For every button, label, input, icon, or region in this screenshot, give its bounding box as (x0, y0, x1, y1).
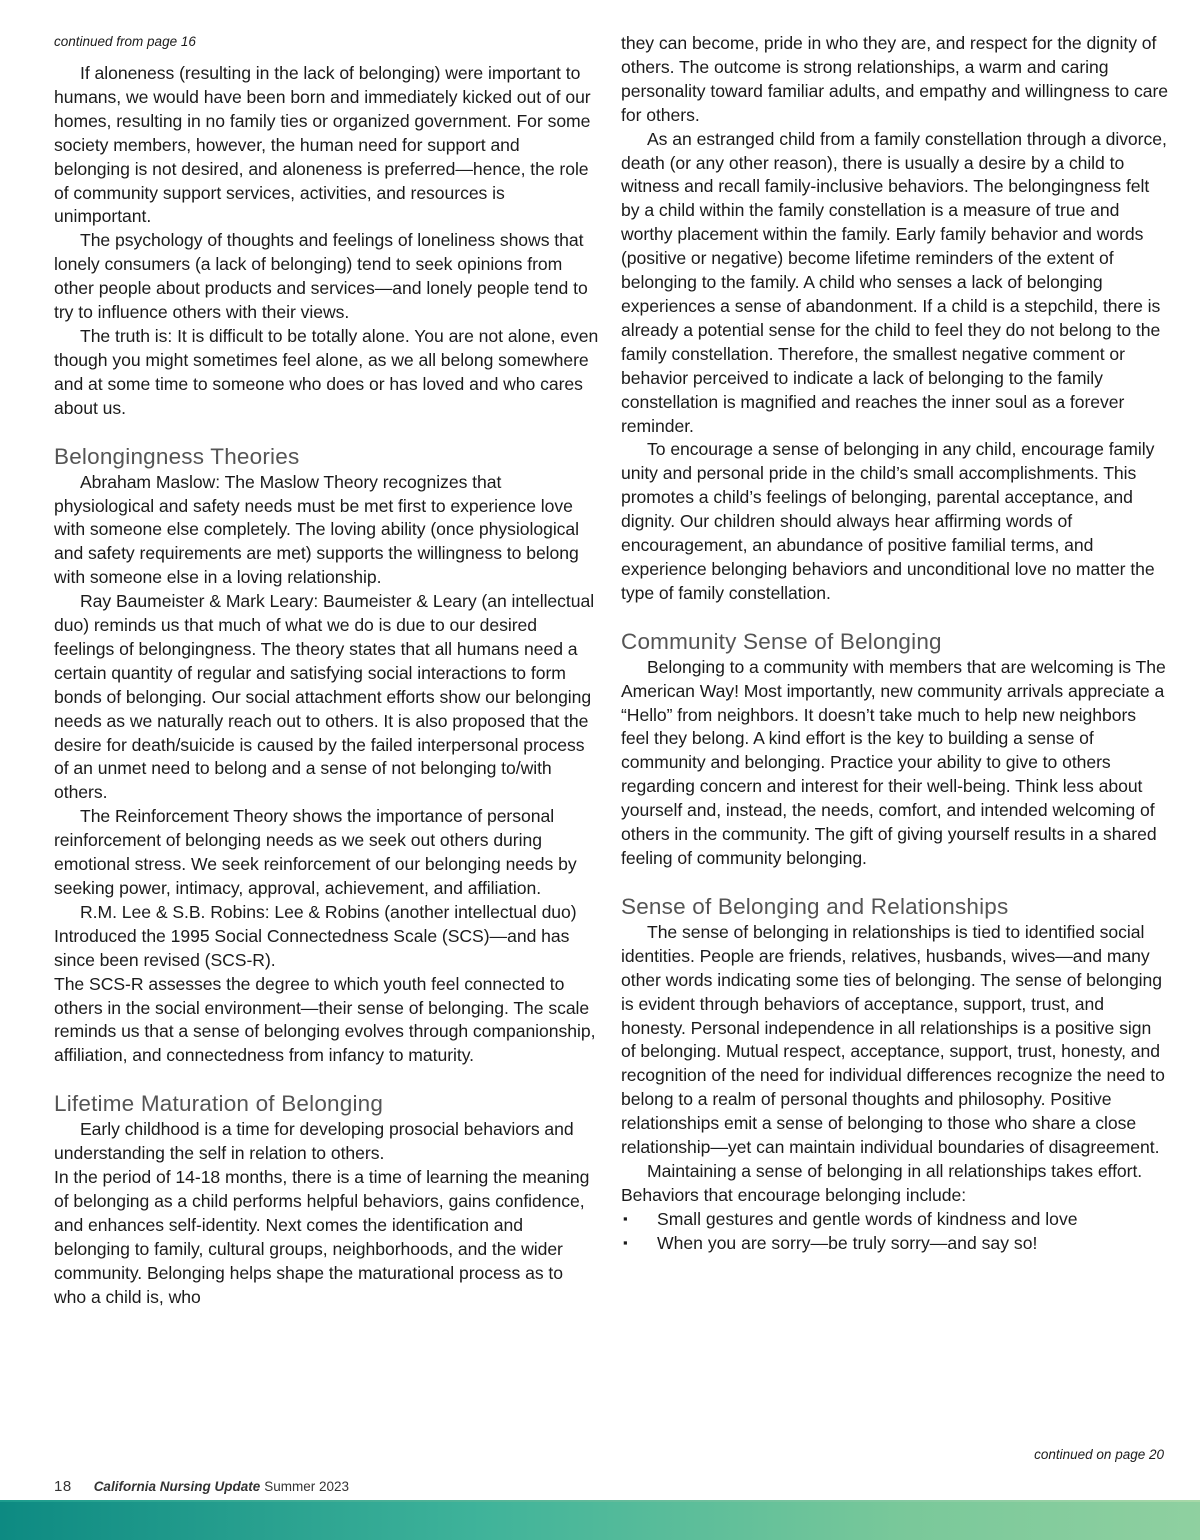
continued-on-note: continued on page 20 (1034, 1447, 1164, 1462)
footer-color-band (0, 1502, 1200, 1540)
relationships-paragraph: The sense of belonging in relationships is tied to identified social identities. People are friends, relatives, husbands, wives—and many other words indicating some ties of belonging. The sense of belonging is evident through behaviors of acceptance, support, trust, and honesty. Personal independence in all relationships is a positive sign of belonging. Mutual respect, acceptance, support, trust, honesty, and recognition of the need for individual differences recognize the need to belong to a realm of personal thoughts and philosophy. Positive relationships emit a sense of belonging to those who share a close relationship—yet can maintain individual boundaries of disagreement. (621, 921, 1165, 1158)
family-paragraph: To encourage a sense of belonging in any child, encourage family unity and personal pride in the child’s small accomplishments. This promotes a child’s feelings of belonging, parental acceptance, and dignity. Our children should always hear affirming words of encouragement, an abundance of positive familial terms, and experience belonging behaviors and unconditional love no matter the type of family constellation. (621, 439, 1155, 603)
theory-paragraph-lee-robins: R.M. Lee & S.B. Robins: Lee & Robins (another intellectual duo) Introduced the 1995 Social Connectedness Scale (SCS)—and has since been revised (SCS-R). (54, 901, 577, 970)
carryover-paragraph: they can become, pride in who they are, and respect for the dignity of others. The outcome is strong relationships, a warm and caring personality toward familiar adults, and empathy and willingness to care for others. (621, 33, 1169, 125)
continued-from-note: continued from page 16 (54, 34, 196, 49)
theory-paragraph: Abraham Maslow: The Maslow Theory recognizes that physiological and safety needs must be met first to experience love with someone else completely. The loving ability (once physiological and safety requirements are met) supports the willingness to belong with someone else in a loving relationship. (54, 471, 580, 588)
square-bullet-icon: ▪ (623, 1210, 628, 1226)
list-item (621, 1232, 1169, 1256)
page-number: 18 (54, 1478, 72, 1495)
intro-paragraph: The psychology of thoughts and feelings of loneliness shows that lonely consumers (a lack of belonging) tend to seek opinions from other people about products and services—and lonely people tend to try to influence others with their views. (54, 230, 588, 323)
list-item-text: Small gestures and gentle words of kindness and love (657, 1208, 1078, 1229)
right-column (621, 32, 1169, 1256)
section-heading-belongingness-theories: Belongingness Theories (54, 443, 300, 469)
section-heading-relationships: Sense of Belonging and Relationships (621, 893, 1009, 919)
list-item-text: When you are sorry—be truly sorry—and say so! (657, 1232, 1038, 1253)
maturation-paragraph-continued: In the period of 14-18 months, there is a time of learning the meaning of belonging as a child performs helpful behaviors, gains confidence, and enhances self-identity. Next comes the identification and belonging to family, cultural groups, neighborhoods, and the wider community. Belonging helps shape the maturational process as to who a child is, who (54, 1167, 590, 1307)
family-paragraph: As an estranged child from a family constellation through a divorce, death (or any other reason), there is usually a desire by a child to witness and recall family-inclusive behaviors. The belongingness felt by a child within the family constellation is a measure of true and worthy placement within the family. Early family behavior and words (positive or negative) become lifetime reminders of the extent of belonging to the family. A child who senses a lack of belonging experiences a sense of abandonment. If a child is a stepchild, there is already a potential sense for the child to feel they do not belong to the family constellation. Therefore, the smallest negative comment or behavior perceived to indicate a lack of belonging to the family constellation is magnified and reaches the inner soul as a forever reminder. (621, 128, 1167, 436)
section-heading-community: Community Sense of Belonging (621, 628, 942, 654)
section-heading-lifetime-maturation: Lifetime Maturation of Belonging (54, 1091, 384, 1117)
maturation-paragraph: Early childhood is a time for developing prosocial behaviors and understanding the self in relation to others. (54, 1119, 574, 1164)
left-column (54, 32, 599, 1310)
publication-name: California Nursing Update (93, 1479, 261, 1494)
list-item (621, 1208, 1169, 1232)
relationships-paragraph: Maintaining a sense of belonging in all relationships takes effort. Behaviors that encourage belonging include: (621, 1160, 1143, 1205)
behaviors-list (621, 1208, 1169, 1256)
theory-paragraph: Ray Baumeister & Mark Leary: Baumeister & Leary (an intellectual duo) reminds us that much of what we do is due to our desired feelings of belongingness. The theory states that all humans need a certain quantity of regular and satisfying social interactions to form bonds of belonging. Our social attachment efforts show our belonging needs as we naturally reach out to others. It is also proposed that the desire for death/suicide is caused by the failed interpersonal process of an unmet need to belong and a sense of not belonging to/with others. (54, 591, 595, 803)
intro-paragraph: The truth is: It is difficult to be totally alone. You are not alone, even though you might sometimes feel alone, as we all belong somewhere and at some time to someone who does or has loved and who cares about us. (54, 325, 599, 418)
intro-paragraph: If aloneness (resulting in the lack of belonging) were important to humans, we would have been born and immediately kicked out of our homes, resulting in no family ties or organized government. For some society members, however, the human need for support and belonging is not desired, and aloneness is preferred—hence, the role of community support services, activities, and resources is unimportant. (54, 63, 591, 227)
issue-label: Summer 2023 (264, 1479, 349, 1494)
square-bullet-icon: ▪ (623, 1234, 628, 1250)
community-paragraph: Belonging to a community with members that are welcoming is The American Way! Most importantly, new community arrivals appreciate a “Hello” from neighbors. It doesn’t take much to help new neighbors feel they belong. A kind effort is the key to building a sense of community and belonging. Practice your ability to give to others regarding concern and interest for their well-being. Think less about yourself and, instead, the needs, comfort, and intended welcoming of others in the community. The gift of giving yourself results in a shared feeling of community belonging. (621, 656, 1166, 868)
page-footer (54, 1478, 349, 1495)
theory-paragraph-scs-r: The SCS-R assesses the degree to which youth feel connected to others in the social environment—their sense of belonging. The scale reminds us that a sense of belonging evolves through companionship, affiliation, and connectedness from infancy to maturity. (54, 973, 596, 1066)
theory-paragraph: The Reinforcement Theory shows the importance of personal reinforcement of belonging needs as we seek out others during emotional stress. We seek reinforcement of our belonging needs by seeking power, intimacy, approval, achievement, and affiliation. (54, 806, 577, 898)
